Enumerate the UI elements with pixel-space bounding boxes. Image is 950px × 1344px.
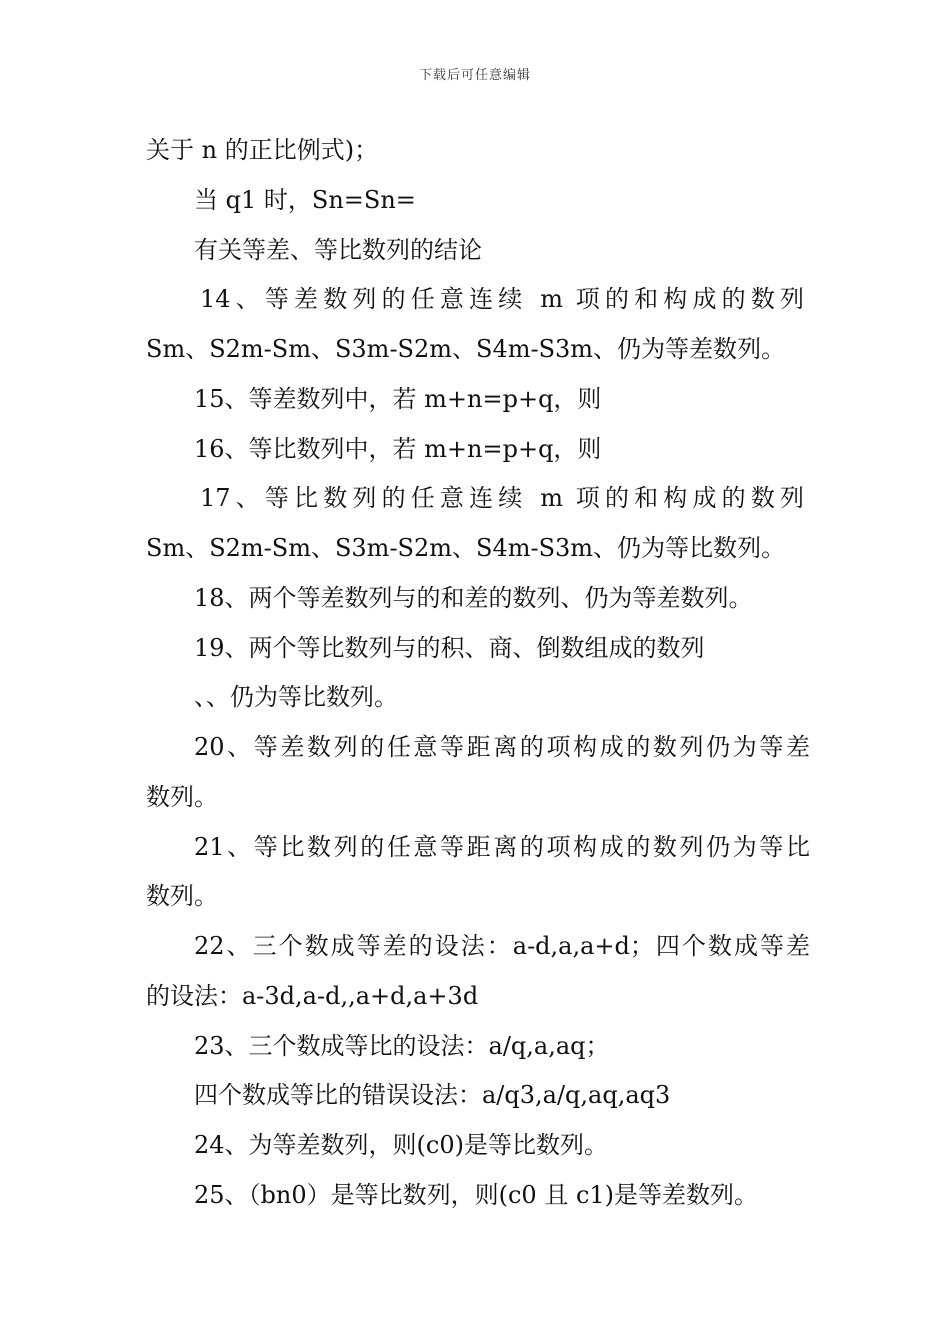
text-line: Sm、S2m-Sm、S3m-S2m、S4m-S3m、仍为等差数列。 (146, 335, 786, 363)
text-line: 15、等差数列中，若 m+n=p+q，则 (194, 385, 602, 413)
text-line: 16、等比数列中，若 m+n=p+q，则 (194, 435, 602, 463)
text-line: 18、两个等差数列与的和差的数列、仍为等差数列。 (194, 584, 753, 612)
text-line: 21、等比数列的任意等距离的项构成的数列仍为等比 (194, 833, 810, 861)
page-header: 下载后可任意编辑 (418, 68, 531, 83)
text-line: 25、（bn0）是等比数列，则(c0 且 c1)是等差数列。 (194, 1181, 759, 1209)
text-line: 14、等差数列的任意连续 m 项的和构成的数列 (200, 285, 804, 313)
text-line: 关于 n 的正比例式)； (146, 136, 379, 164)
text-line: 17、等比数列的任意连续 m 项的和构成的数列 (200, 484, 804, 512)
text-line: 四个数成等比的错误设法：a/q3,a/q,aq,aq3 (194, 1081, 671, 1109)
text-line: 22、三个数成等差的设法：a-d,a,a+d；四个数成等差 (194, 932, 810, 960)
text-line: 、、仍为等比数列。 (194, 683, 398, 711)
text-line: 23、三个数成等比的设法：a/q,a,aq； (194, 1032, 610, 1060)
text-line: Sm、S2m-Sm、S3m-S2m、S4m-S3m、仍为等比数列。 (146, 534, 786, 562)
section-heading: 有关等差、等比数列的结论 (194, 236, 482, 264)
text-line: 的设法：a-3d,a-d,,a+d,a+3d (146, 982, 479, 1010)
text-line: 24、为等差数列，则(c0)是等比数列。 (194, 1131, 608, 1159)
text-line: 当 q1 时，Sn=Sn= (194, 186, 416, 214)
text-line: 19、两个等比数列与的积、商、倒数组成的数列 (194, 634, 705, 662)
text-line: 20、等差数列的任意等距离的项构成的数列仍为等差 (194, 733, 810, 761)
text-line: 数列。 (146, 783, 218, 811)
text-line: 数列。 (146, 882, 218, 910)
